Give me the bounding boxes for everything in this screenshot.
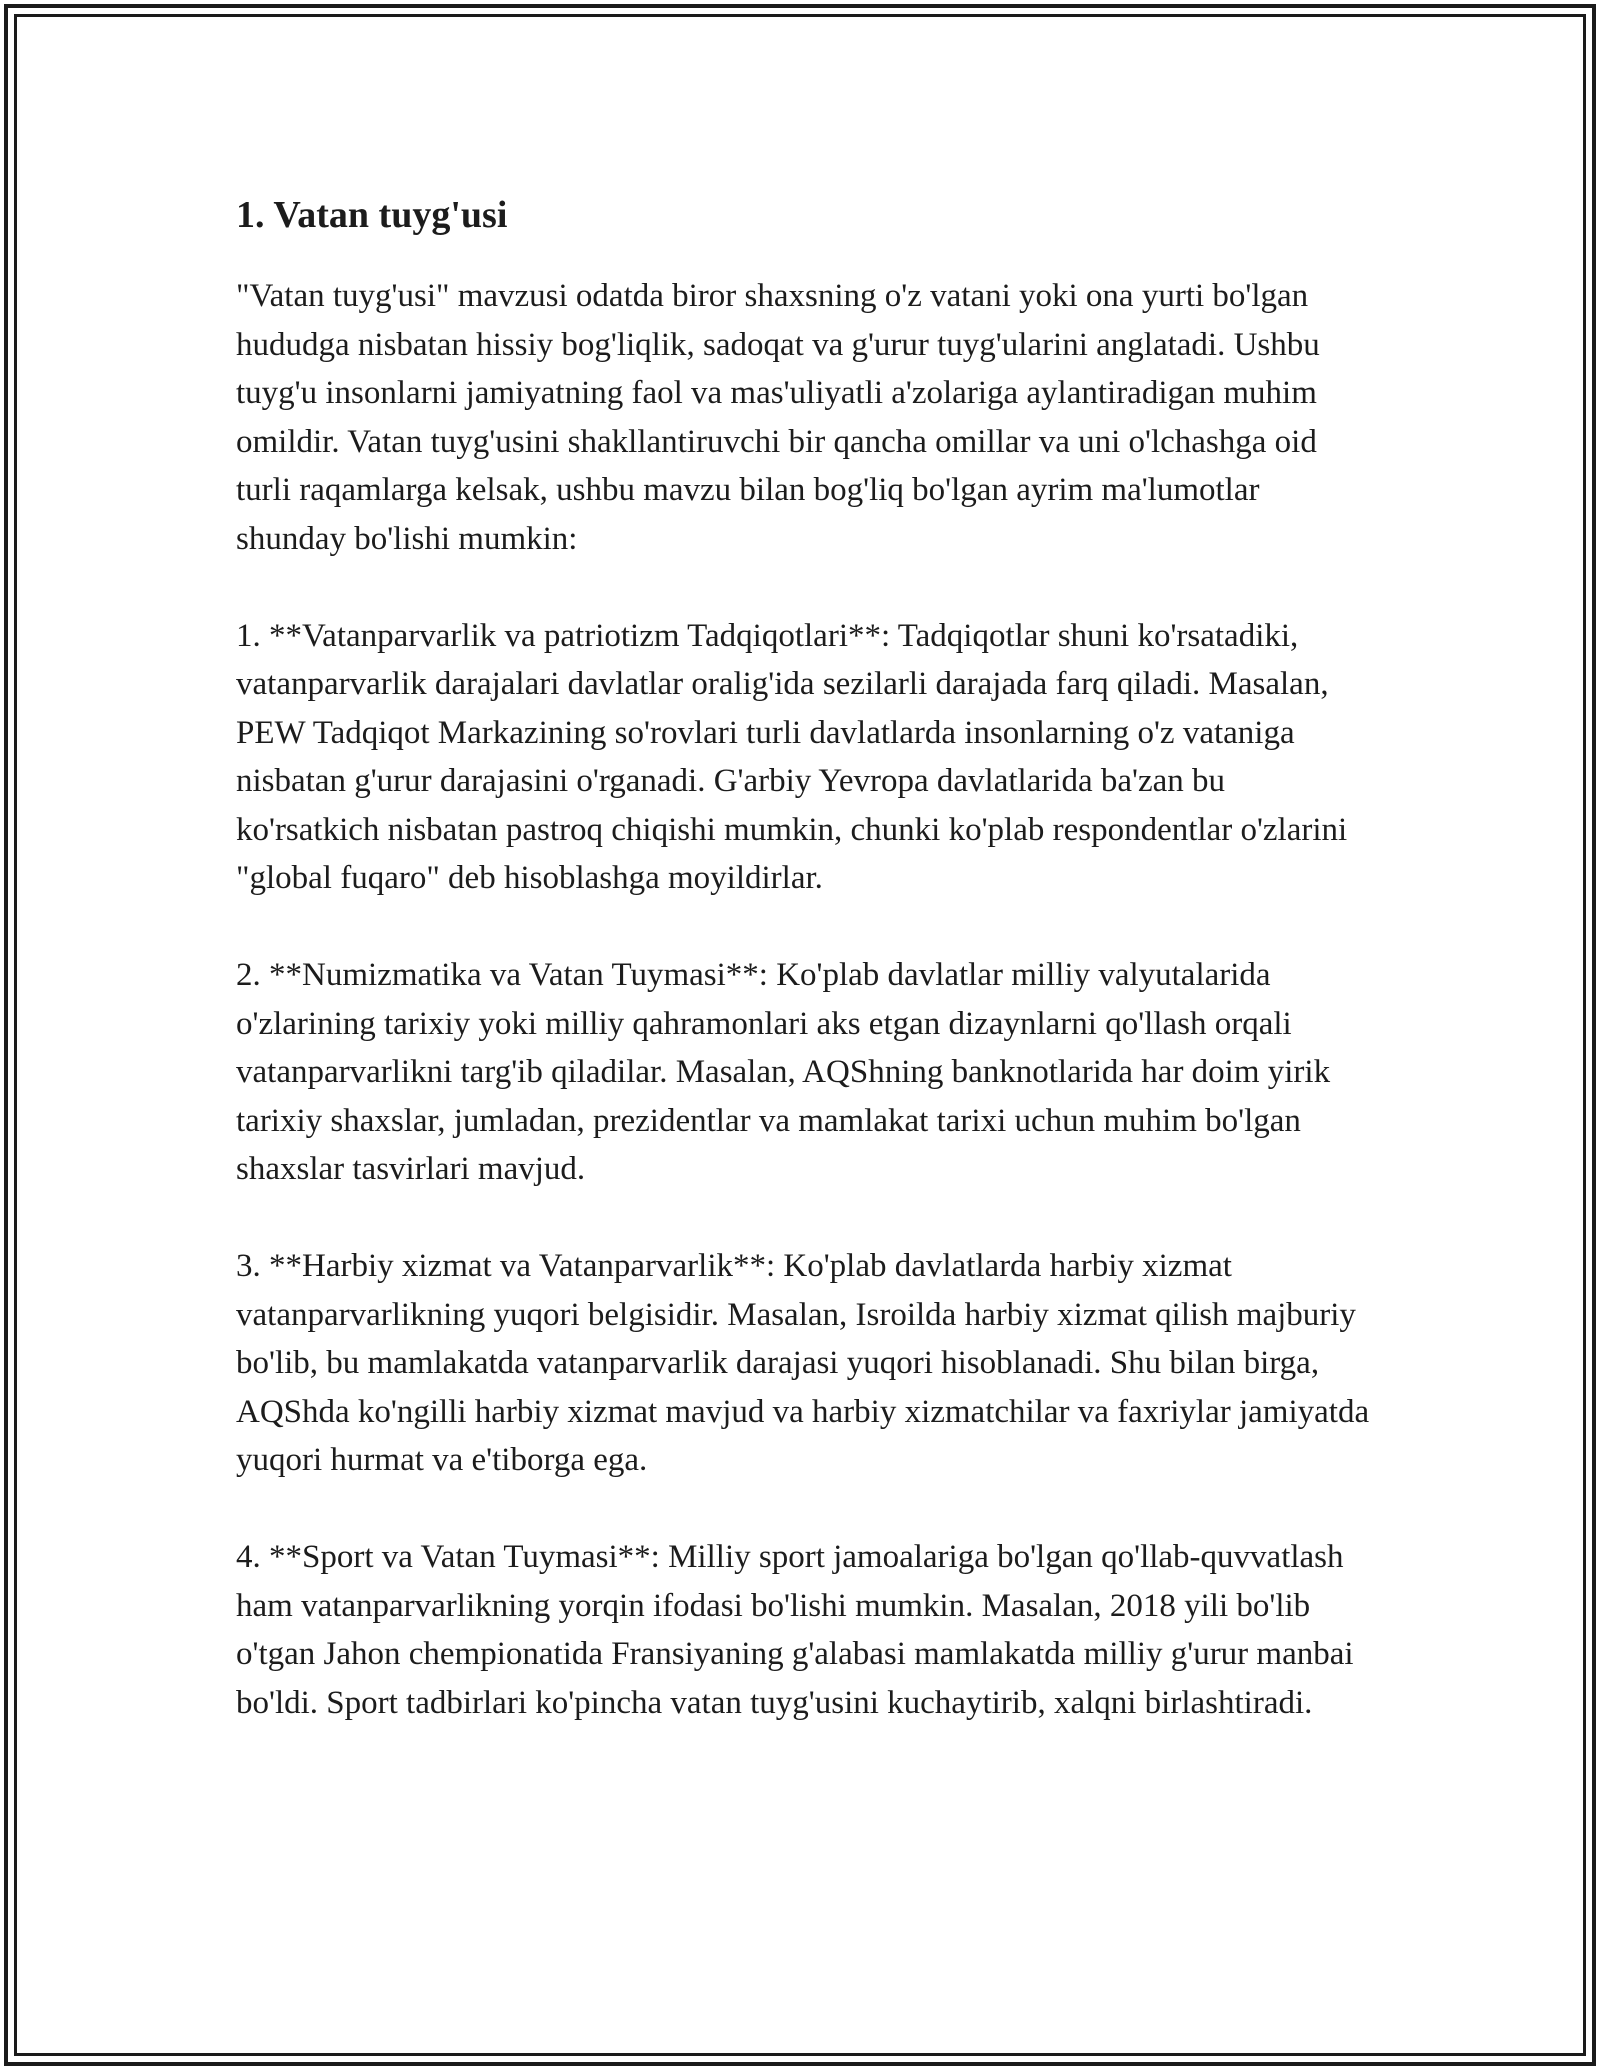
paragraph-spacer: [236, 1194, 1376, 1243]
list-item-4: 4. **Sport va Vatan Tuymasi**: Milliy sport jamoalariga bo'lgan qo'llab-quvvatlash ham vatanparvarlikning yorqin ifodasi bo'lishi mumkin. Masalan, 2018 yili bo'lib o'tgan Jahon chempionatida Fransiyaning g'alabasi mamlakatda milliy g'urur manbai bo'ldi. Sport tadbirlari ko'pincha vatan tuyg'usini kuchaytirib, xalqni birlashtiradi.: [236, 1539, 1354, 1721]
list-item-3: 3. **Harbiy xizmat va Vatanparvarlik**: Ko'plab davlatlarda harbiy xizmat vatanparvarlikning yuqori belgisidir. Masalan, Isroilda harbiy xizmat qilish majburiy bo'lib, bu mamlakatda vatanparvarlik darajasi yuqori hisoblanadi. Shu bilan birga, AQShda ko'ngilli harbiy xizmat mavjud va harbiy xizmatchilar va faxriylar jamiyatda yuqori hurmat va e'tiborga ega.: [236, 1248, 1370, 1478]
paragraph-spacer: [236, 1485, 1376, 1534]
paragraph-spacer: [236, 563, 1376, 612]
page-title: 1. Vatan tuyg'usi: [236, 194, 508, 236]
document-body: [236, 188, 1376, 1727]
list-item-2: 2. **Numizmatika va Vatan Tuymasi**: Ko'plab davlatlar milliy valyutalarida o'zlarining tarixiy yoki milliy qahramonlari aks etgan dizaynlarni qo'llash orqali vatanparvarlikni targ'ib qiladilar. Masalan, AQShning banknotlarida har doim yirik tarixiy shaxslar, jumladan, prezidentlar va mamlakat tarixi uchun muhim bo'lgan shaxslar tasvirlari mavjud.: [236, 957, 1331, 1187]
paragraph-spacer: [236, 903, 1376, 952]
intro-paragraph: "Vatan tuyg'usi" mavzusi odatda biror shaxsning o'z vatani yoki ona yurti bo'lgan hududga nisbatan hissiy bog'liqlik, sadoqat va g'urur tuyg'ularini anglatadi. Ushbu tuyg'u insonlarni jamiyatning faol va mas'uliyatli a'zolariga aylantiradigan muhim omildir. Vatan tuyg'usini shakllantiruvchi bir qancha omillar va uni o'lchashga oid turli raqamlarga kelsak, ushbu mavzu bilan bog'liq bo'lgan ayrim ma'lumotlar shunday bo'lishi mumkin:: [236, 278, 1320, 557]
list-item-1: 1. **Vatanparvarlik va patriotizm Tadqiqotlari**: Tadqiqotlar shuni ko'rsatadiki, vatanparvarlik darajalari davlatlar oralig'ida sezilarli darajada farq qiladi. Masalan, PEW Tadqiqot Markazining so'rovlari turli davlatlarda insonlarning o'z vataniga nisbatan g'urur darajasini o'rganadi. G'arbiy Yevropa davlatlarida ba'zan bu ko'rsatkich nisbatan pastroq chiqishi mumkin, chunki ko'plab respondentlar o'zlarini "global fuqaro" deb hisoblashga moyildirlar.: [236, 617, 1348, 896]
